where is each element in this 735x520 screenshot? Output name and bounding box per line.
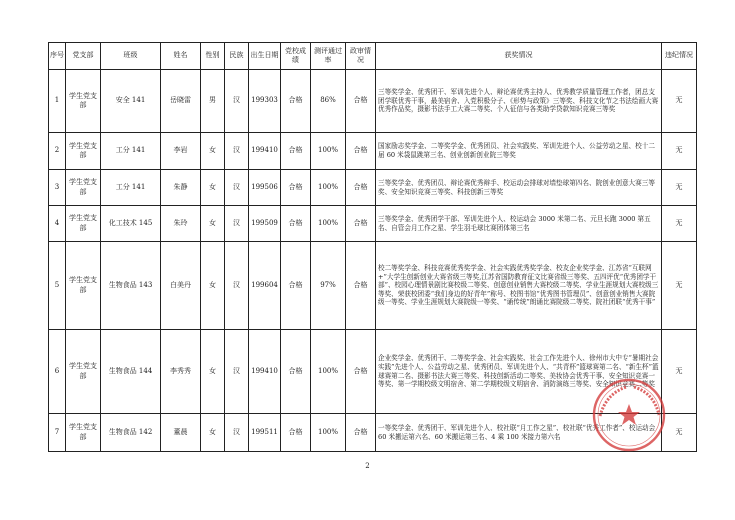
cell-violation: 无 xyxy=(662,170,697,206)
cell-birth: 199509 xyxy=(249,206,281,242)
cell-review: 合格 xyxy=(346,414,376,452)
cell-awards: 国家励志奖学金、二等奖学金、优秀团员、社会实践奖、军训先进个人、公益劳动之星、校十二届 60 米袋鼠跳第三名、创业创新创业院三等奖 xyxy=(376,133,662,170)
cell-birth: 199604 xyxy=(249,242,281,330)
cell-rate: 100% xyxy=(311,330,346,414)
cell-branch: 学生党支部 xyxy=(66,70,101,133)
header-class: 班级 xyxy=(101,43,161,70)
cell-gender: 女 xyxy=(201,206,225,242)
header-violation: 违纪情况 xyxy=(662,43,697,70)
cell-violation: 无 xyxy=(662,206,697,242)
cell-class: 生物食品 142 xyxy=(101,414,161,452)
cell-birth: 199410 xyxy=(249,330,281,414)
cell-rate: 100% xyxy=(311,206,346,242)
header-ethnic: 民族 xyxy=(225,43,249,70)
cell-branch: 学生党支部 xyxy=(66,133,101,170)
cell-gender: 女 xyxy=(201,133,225,170)
header-birth: 出生日期 xyxy=(249,43,281,70)
cell-name: 李岩 xyxy=(161,133,201,170)
cell-score: 合格 xyxy=(281,170,311,206)
cell-review: 合格 xyxy=(346,70,376,133)
cell-no: 2 xyxy=(49,133,66,170)
cell-ethnic: 汉 xyxy=(225,133,249,170)
table-row xyxy=(49,70,697,133)
cell-score: 合格 xyxy=(281,206,311,242)
cell-rate: 100% xyxy=(311,170,346,206)
cell-awards: 校二等奖学金、科技竞赛优秀奖学金、社会实践优秀奖学金、校友企业奖学金、江苏省“互联网+”大学生创新创业大赛省级三等奖,江苏省国防教育征文比赛省级三等奖、五四评优“优秀团学干部”、校园心理情景剧比赛校级二等奖、创意创业销售大赛校级二等奖、学业生涯规划大赛校级三等奖、荣获校团委“我们身边的好青年”称号、校图书馆“优秀图书管理员”、创意创业销售大赛院级一等奖、学业生涯规划大赛院级一等奖、“诵传统”朗诵比赛院级二等奖、院社团联“优秀干事” xyxy=(376,242,662,330)
cell-awards: 三等奖学金、优秀团员、辩论赛优秀辩手、校运动会排球对墙垫球第四名、院创业创意大赛三等奖、安全知识竞赛三等奖、科技创新三等奖 xyxy=(376,170,662,206)
cell-branch: 学生党支部 xyxy=(66,330,101,414)
header-score: 党校成绩 xyxy=(281,43,311,70)
cell-violation: 无 xyxy=(662,330,697,414)
cell-score: 合格 xyxy=(281,242,311,330)
cell-review: 合格 xyxy=(346,242,376,330)
header-awards: 获奖情况 xyxy=(376,43,662,70)
cell-birth: 199506 xyxy=(249,170,281,206)
cell-name: 白美丹 xyxy=(161,242,201,330)
cell-branch: 学生党支部 xyxy=(66,242,101,330)
cell-score: 合格 xyxy=(281,330,311,414)
cell-branch: 学生党支部 xyxy=(66,170,101,206)
cell-awards: 三等奖学金、优秀团学干部、军训先进个人、校运动会 3000 米第二名、元旦长跑 3000 第五名、自管会月工作之星、学生羽毛球比赛团体第三名 xyxy=(376,206,662,242)
cell-review: 合格 xyxy=(346,133,376,170)
cell-birth: 199511 xyxy=(249,414,281,452)
cell-gender: 男 xyxy=(201,70,225,133)
cell-no: 6 xyxy=(49,330,66,414)
cell-rate: 100% xyxy=(311,133,346,170)
header-gender: 性别 xyxy=(201,43,225,70)
cell-gender: 女 xyxy=(201,414,225,452)
cell-violation: 无 xyxy=(662,242,697,330)
cell-no: 3 xyxy=(49,170,66,206)
cell-score: 合格 xyxy=(281,70,311,133)
table-row xyxy=(49,133,697,170)
table-row xyxy=(49,170,697,206)
cell-rate: 100% xyxy=(311,414,346,452)
cell-no: 1 xyxy=(49,70,66,133)
cell-class: 工分 141 xyxy=(101,170,161,206)
cell-violation: 无 xyxy=(662,414,697,452)
cell-ethnic: 汉 xyxy=(225,70,249,133)
cell-birth: 199303 xyxy=(249,70,281,133)
cell-review: 合格 xyxy=(346,206,376,242)
cell-awards: 三等奖学金、优秀团干、军训先进个人、辩论赛优秀主持人、优秀教学质量管理工作者，团总支团学联优秀干事，最美宿舍、入党积极分子、《形势与政策》三等奖、科技文化节之书法绘画大赛优秀作品奖，摄影书法手工大赛二等奖、个人征信与各类助学贷款知识竞赛三等奖 xyxy=(376,70,662,133)
cell-ethnic: 汉 xyxy=(225,170,249,206)
cell-ethnic: 汉 xyxy=(225,330,249,414)
cell-name: 朱静 xyxy=(161,170,201,206)
cell-ethnic: 汉 xyxy=(225,414,249,452)
cell-review: 合格 xyxy=(346,330,376,414)
official-seal-stamp xyxy=(590,376,668,454)
cell-no: 5 xyxy=(49,242,66,330)
cell-score: 合格 xyxy=(281,133,311,170)
cell-no: 7 xyxy=(49,414,66,452)
cell-birth: 199410 xyxy=(249,133,281,170)
cell-rate: 86% xyxy=(311,70,346,133)
cell-violation: 无 xyxy=(662,70,697,133)
page-number: 2 xyxy=(365,462,370,470)
cell-review: 合格 xyxy=(346,170,376,206)
cell-awards: 一等奖学金、优秀团干、军训先进个人、校社联“月工作之星”、校社联“优秀工作者”、校运动会 60 米搬运第六名、60 米搬运第三名、4 乘 100 米接力第六名 xyxy=(376,414,662,452)
cell-branch: 学生党支部 xyxy=(66,206,101,242)
table-header-row xyxy=(49,43,697,70)
cell-violation: 无 xyxy=(662,133,697,170)
cell-name: 岳晓雷 xyxy=(161,70,201,133)
cell-name: 董晨 xyxy=(161,414,201,452)
header-rate: 测评通过率 xyxy=(311,43,346,70)
cell-gender: 女 xyxy=(201,170,225,206)
header-branch: 党支部 xyxy=(66,43,101,70)
cell-ethnic: 汉 xyxy=(225,242,249,330)
cell-ethnic: 汉 xyxy=(225,206,249,242)
cell-branch: 学生党支部 xyxy=(66,414,101,452)
cell-gender: 女 xyxy=(201,242,225,330)
cell-name: 朱玲 xyxy=(161,206,201,242)
cell-score: 合格 xyxy=(281,414,311,452)
cell-awards: 企业奖学金、优秀团干、二等奖学金、社会实践奖、社会工作先进个人、徐州市大中专“暑期社会实践”先进个人、公益劳动之星、优秀团员、军训先进个人、“共青杯”篮球赛第二名、“新生杯”篮球赛第二名、摄影书法大赛三等奖、科技创新活动二等奖、美妆协会优秀干事、安全知识竞赛一等奖、第一学期校级文明宿舍、第二学期校级文明宿舍、消防演练三等奖、安全知识竞赛二等奖 xyxy=(376,330,662,414)
header-review: 政审情况 xyxy=(346,43,376,70)
table-row xyxy=(49,206,697,242)
seal-graphic xyxy=(594,380,664,450)
cell-rate: 97% xyxy=(311,242,346,330)
cell-name: 李秀秀 xyxy=(161,330,201,414)
cell-class: 工分 141 xyxy=(101,133,161,170)
cell-no: 4 xyxy=(49,206,66,242)
header-name: 姓名 xyxy=(161,43,201,70)
cell-gender: 女 xyxy=(201,330,225,414)
table-row xyxy=(49,242,697,330)
cell-class: 安全 141 xyxy=(101,70,161,133)
header-no: 序号 xyxy=(49,43,66,70)
cell-class: 化工技术 145 xyxy=(101,206,161,242)
cell-class: 生物食品 143 xyxy=(101,242,161,330)
cell-class: 生物食品 144 xyxy=(101,330,161,414)
